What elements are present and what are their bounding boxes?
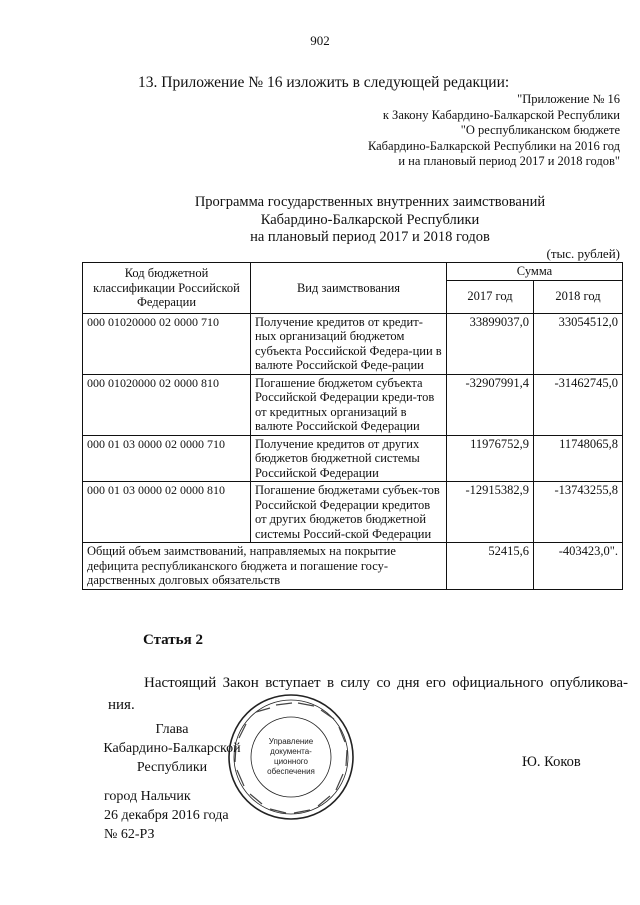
row-kind: Получение кредитов от других бюджетов бюджетной системы Российской Федерации bbox=[251, 435, 447, 482]
signatory-name: Ю. Коков bbox=[522, 754, 581, 770]
seal-text-line: документа- bbox=[270, 747, 312, 756]
document-title bbox=[120, 194, 620, 247]
row-value-2018: 33054512,0 bbox=[534, 313, 623, 374]
row-value-2017: 11976752,9 bbox=[447, 435, 534, 482]
annex-header-line: к Закону Кабардино-Балкарской Республики bbox=[382, 107, 620, 122]
amendment-intro: 13. Приложение № 16 изложить в следующей редакции: bbox=[138, 74, 510, 91]
row-value-2018: -31462745,0 bbox=[534, 374, 623, 435]
row-value-2017: 33899037,0 bbox=[447, 313, 534, 374]
title-line: Программа государственных внутренних заимствований bbox=[194, 194, 546, 210]
seal-text-line: Управление bbox=[268, 737, 314, 746]
row-kind: Погашение бюджетом субъекта Российской Федерации креди-тов от кредитных организаций в валюте Российской Федерации bbox=[251, 374, 447, 435]
place-line: город Нальчик bbox=[104, 789, 191, 804]
row-code: 000 01020000 02 0000 810 bbox=[83, 374, 251, 435]
total-value-2017: 52415,6 bbox=[447, 543, 534, 590]
article-title: Статья 2 bbox=[143, 632, 203, 648]
signatory-position bbox=[92, 720, 252, 777]
signatory-position-line: Республики bbox=[136, 760, 208, 775]
borrowings-table bbox=[82, 262, 623, 590]
table-row bbox=[83, 313, 623, 374]
title-line: Кабардино-Балкарской Республики bbox=[260, 211, 480, 228]
annex-header-line: и на плановый период 2017 и 2018 годов" bbox=[398, 154, 620, 168]
table-row bbox=[83, 374, 623, 435]
law-text: Настоящий Закон вступает в силу со дня его официального опубликова-ния. bbox=[108, 675, 628, 713]
total-value-2018: -403423,0". bbox=[534, 543, 623, 590]
annex-header-line: "О республиканском бюджете bbox=[460, 123, 620, 137]
place-and-date bbox=[104, 787, 229, 844]
row-value-2018: -13743255,8 bbox=[534, 482, 623, 543]
date-line: 26 декабря 2016 года bbox=[104, 808, 229, 823]
units-label: (тыс. рублей) bbox=[546, 246, 620, 261]
row-code: 000 01 03 0000 02 0000 710 bbox=[83, 435, 251, 482]
annex-header-line: "Приложение № 16 bbox=[517, 92, 620, 106]
row-value-2017: -12915382,9 bbox=[447, 482, 534, 543]
table-row bbox=[83, 435, 623, 482]
row-code: 000 01020000 02 0000 710 bbox=[83, 313, 251, 374]
signatory-position-line: Глава bbox=[155, 722, 189, 737]
table-row bbox=[83, 482, 623, 543]
row-kind: Погашение бюджетами субъек-тов Российской Федерации кредитов от других бюджетов бюджетной системы Россий-ской Федерации bbox=[251, 482, 447, 543]
row-code: 000 01 03 0000 02 0000 810 bbox=[83, 482, 251, 543]
header-year-2018: 2018 год bbox=[534, 280, 623, 313]
seal-text-line: обеспечения bbox=[267, 767, 315, 776]
header-sum: Сумма bbox=[447, 263, 623, 281]
total-row bbox=[83, 543, 623, 590]
title-line: на плановый период 2017 и 2018 годов bbox=[250, 229, 490, 245]
row-kind: Получение кредитов от кредит-ных организаций бюджетом субъекта Российской Федера-ции в валюте Российской Феде-рации bbox=[251, 313, 447, 374]
page-number: 902 bbox=[310, 33, 330, 48]
row-value-2017: -32907991,4 bbox=[447, 374, 534, 435]
row-value-2018: 11748065,8 bbox=[534, 435, 623, 482]
seal-text-line: ционного bbox=[274, 757, 308, 766]
annex-header bbox=[330, 92, 620, 170]
total-label: Общий объем заимствований, направляемых на покрытие дефицита республиканского бюджета и погашение госу-дарственных долговых обязательств bbox=[83, 543, 447, 590]
law-number: № 62-РЗ bbox=[104, 827, 155, 842]
signatory-position-line: Кабардино-Балкарской bbox=[103, 741, 241, 756]
header-code: Код бюджетной классификации Российской Федерации bbox=[83, 263, 251, 314]
header-kind: Вид заимствования bbox=[251, 263, 447, 314]
annex-header-line: Кабардино-Балкарской Республики на 2016 год bbox=[367, 138, 620, 153]
header-year-2017: 2017 год bbox=[447, 280, 534, 313]
